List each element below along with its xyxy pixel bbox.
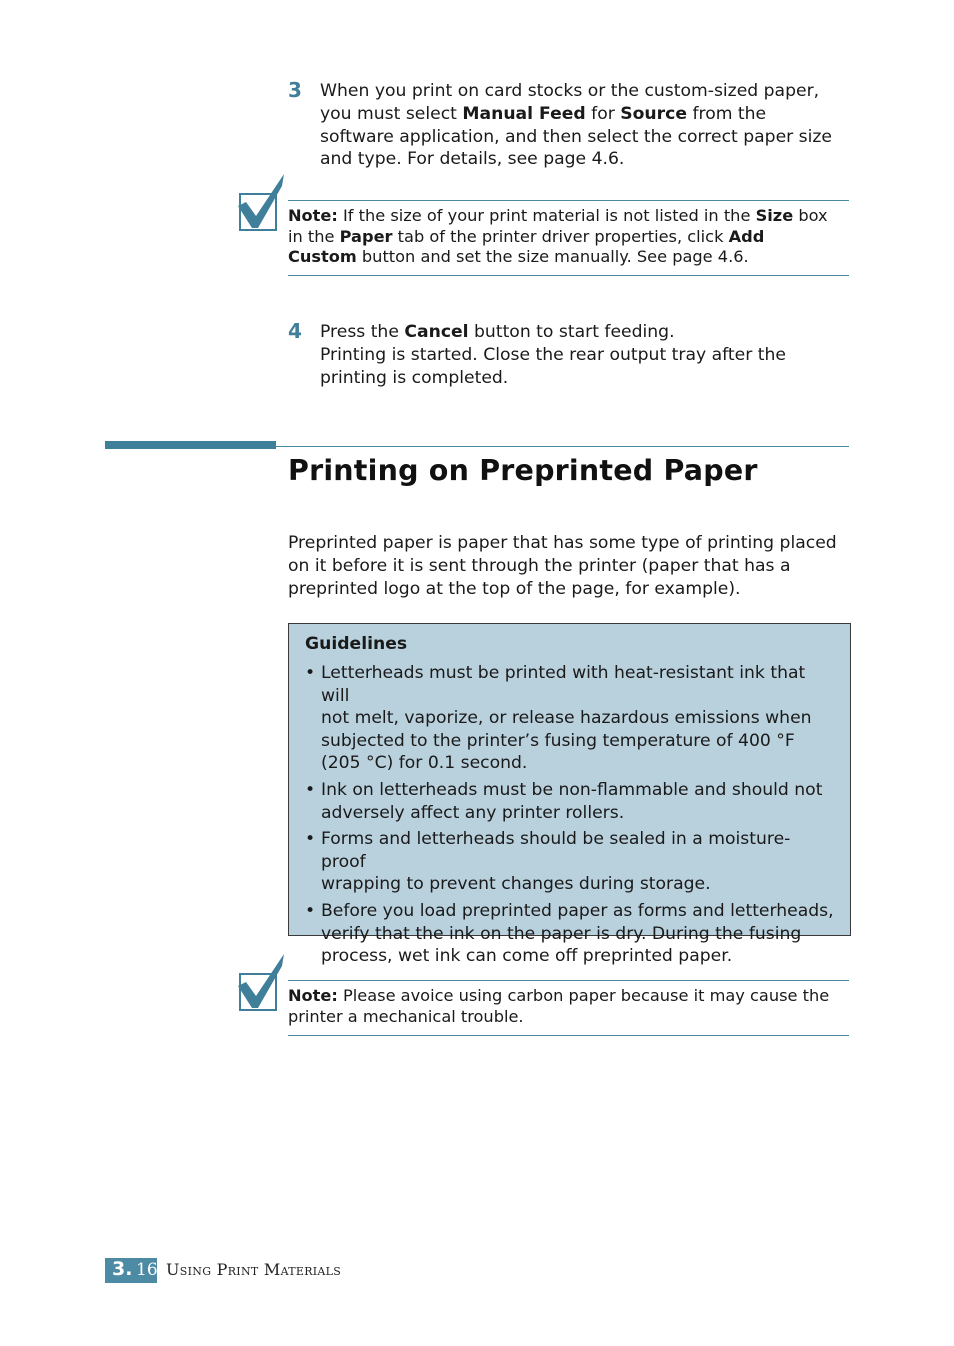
manual-feed-label: Manual Feed xyxy=(462,103,586,124)
guideline-item xyxy=(305,662,835,775)
guideline-item xyxy=(305,828,835,896)
text: Please avoice using carbon paper because it may cause the xyxy=(337,986,830,1005)
guidelines-list xyxy=(305,662,835,972)
note-2-line: printer a mechanical trouble. xyxy=(288,1006,524,1026)
guideline-item xyxy=(305,900,835,968)
guidelines-box xyxy=(288,623,851,967)
step-4-line xyxy=(320,321,860,344)
guideline-line: process, wet ink can come off preprinted paper. xyxy=(321,946,733,967)
section-rule xyxy=(276,446,849,447)
note-top-rule xyxy=(288,980,849,981)
note-bottom-rule xyxy=(288,275,849,276)
footer-title: Using Print Materials xyxy=(166,1260,342,1279)
bullet-icon: • xyxy=(305,663,316,683)
paragraph-line: preprinted logo at the top of the page, for example). xyxy=(288,578,741,599)
step-4-line: printing is completed. xyxy=(320,367,509,388)
paper-label: Paper xyxy=(339,226,393,246)
section-paragraph xyxy=(288,532,858,600)
text: tab of the printer driver properties, click xyxy=(392,226,729,246)
text: Press the xyxy=(320,322,405,342)
paragraph-line: on it before it is sent through the printer (paper that has a xyxy=(288,555,791,576)
bullet-icon: • xyxy=(305,829,316,850)
text: button to start feeding. xyxy=(468,322,675,342)
note-label: Note: xyxy=(288,986,338,1005)
guideline-line: (205 °C) for 0.1 second. xyxy=(321,753,528,774)
text: If the size of your print material is not listed in the xyxy=(337,206,756,225)
step-3-line: and type. For details, see page 4.6. xyxy=(320,149,625,170)
text: from the xyxy=(687,103,767,124)
guideline-item xyxy=(305,779,835,824)
note-2 xyxy=(288,986,858,1027)
guideline-line: Ink on letterheads must be non-flammable and should not xyxy=(321,779,823,800)
guideline-line: adversely affect any printer rollers. xyxy=(321,802,625,823)
step-number-3: 3 xyxy=(288,78,302,102)
section-accent-bar xyxy=(105,441,276,449)
step-3-line: software application, and then select the correct paper size xyxy=(320,126,832,147)
guideline-line: verify that the ink on the paper is dry. During the fusing xyxy=(321,923,802,944)
note-bottom-rule xyxy=(288,1035,849,1036)
guideline-line: subjected to the printer’s fusing temperature of 400 °F xyxy=(321,730,795,751)
section-heading: Printing on Preprinted Paper xyxy=(288,454,758,487)
note-1-line xyxy=(288,247,858,268)
guideline-line: Forms and letterheads should be sealed in a moisture-proof xyxy=(321,829,791,872)
note-1 xyxy=(288,206,858,268)
size-label: Size xyxy=(755,206,794,225)
guideline-line: wrapping to prevent changes during storage. xyxy=(321,874,711,895)
text: for xyxy=(585,103,621,124)
step-3-line xyxy=(320,103,860,126)
text: button and set the size manually. See page 4.6. xyxy=(356,247,749,266)
add-label: Add xyxy=(728,226,765,246)
step-3-text xyxy=(320,80,860,171)
bullet-icon: • xyxy=(305,779,316,800)
source-label: Source xyxy=(620,103,687,124)
step-number-4: 4 xyxy=(288,319,302,343)
bullet-icon: • xyxy=(305,900,316,921)
step-4-text xyxy=(320,321,860,389)
guideline-line: not melt, vaporize, or release hazardous emissions when xyxy=(321,708,812,729)
note-1-line xyxy=(288,227,858,248)
custom-label: Custom xyxy=(288,247,357,266)
chapter-number: 3. xyxy=(112,1258,133,1280)
guideline-line: Before you load preprinted paper as forms and letterheads, xyxy=(321,900,834,921)
page-number-badge xyxy=(105,1258,157,1283)
cancel-label: Cancel xyxy=(404,322,469,342)
step-4-line: Printing is started. Close the rear output tray after the xyxy=(320,344,786,365)
note-top-rule xyxy=(288,200,849,201)
note-1-line xyxy=(288,206,858,227)
text: box xyxy=(793,206,828,225)
step-3-line: When you print on card stocks or the custom-sized paper, xyxy=(320,81,820,101)
checkmark-note-icon xyxy=(236,952,288,1014)
text: you must select xyxy=(320,103,463,124)
guideline-line: Letterheads must be printed with heat-resistant ink that will xyxy=(321,663,806,706)
checkmark-note-icon xyxy=(236,172,288,234)
note-label: Note: xyxy=(288,206,338,225)
page-number: 16 xyxy=(136,1260,158,1280)
note-2-line xyxy=(288,986,858,1007)
text: in the xyxy=(288,226,340,246)
paragraph-line: Preprinted paper is paper that has some type of printing placed xyxy=(288,533,837,553)
guidelines-title: Guidelines xyxy=(305,634,408,654)
